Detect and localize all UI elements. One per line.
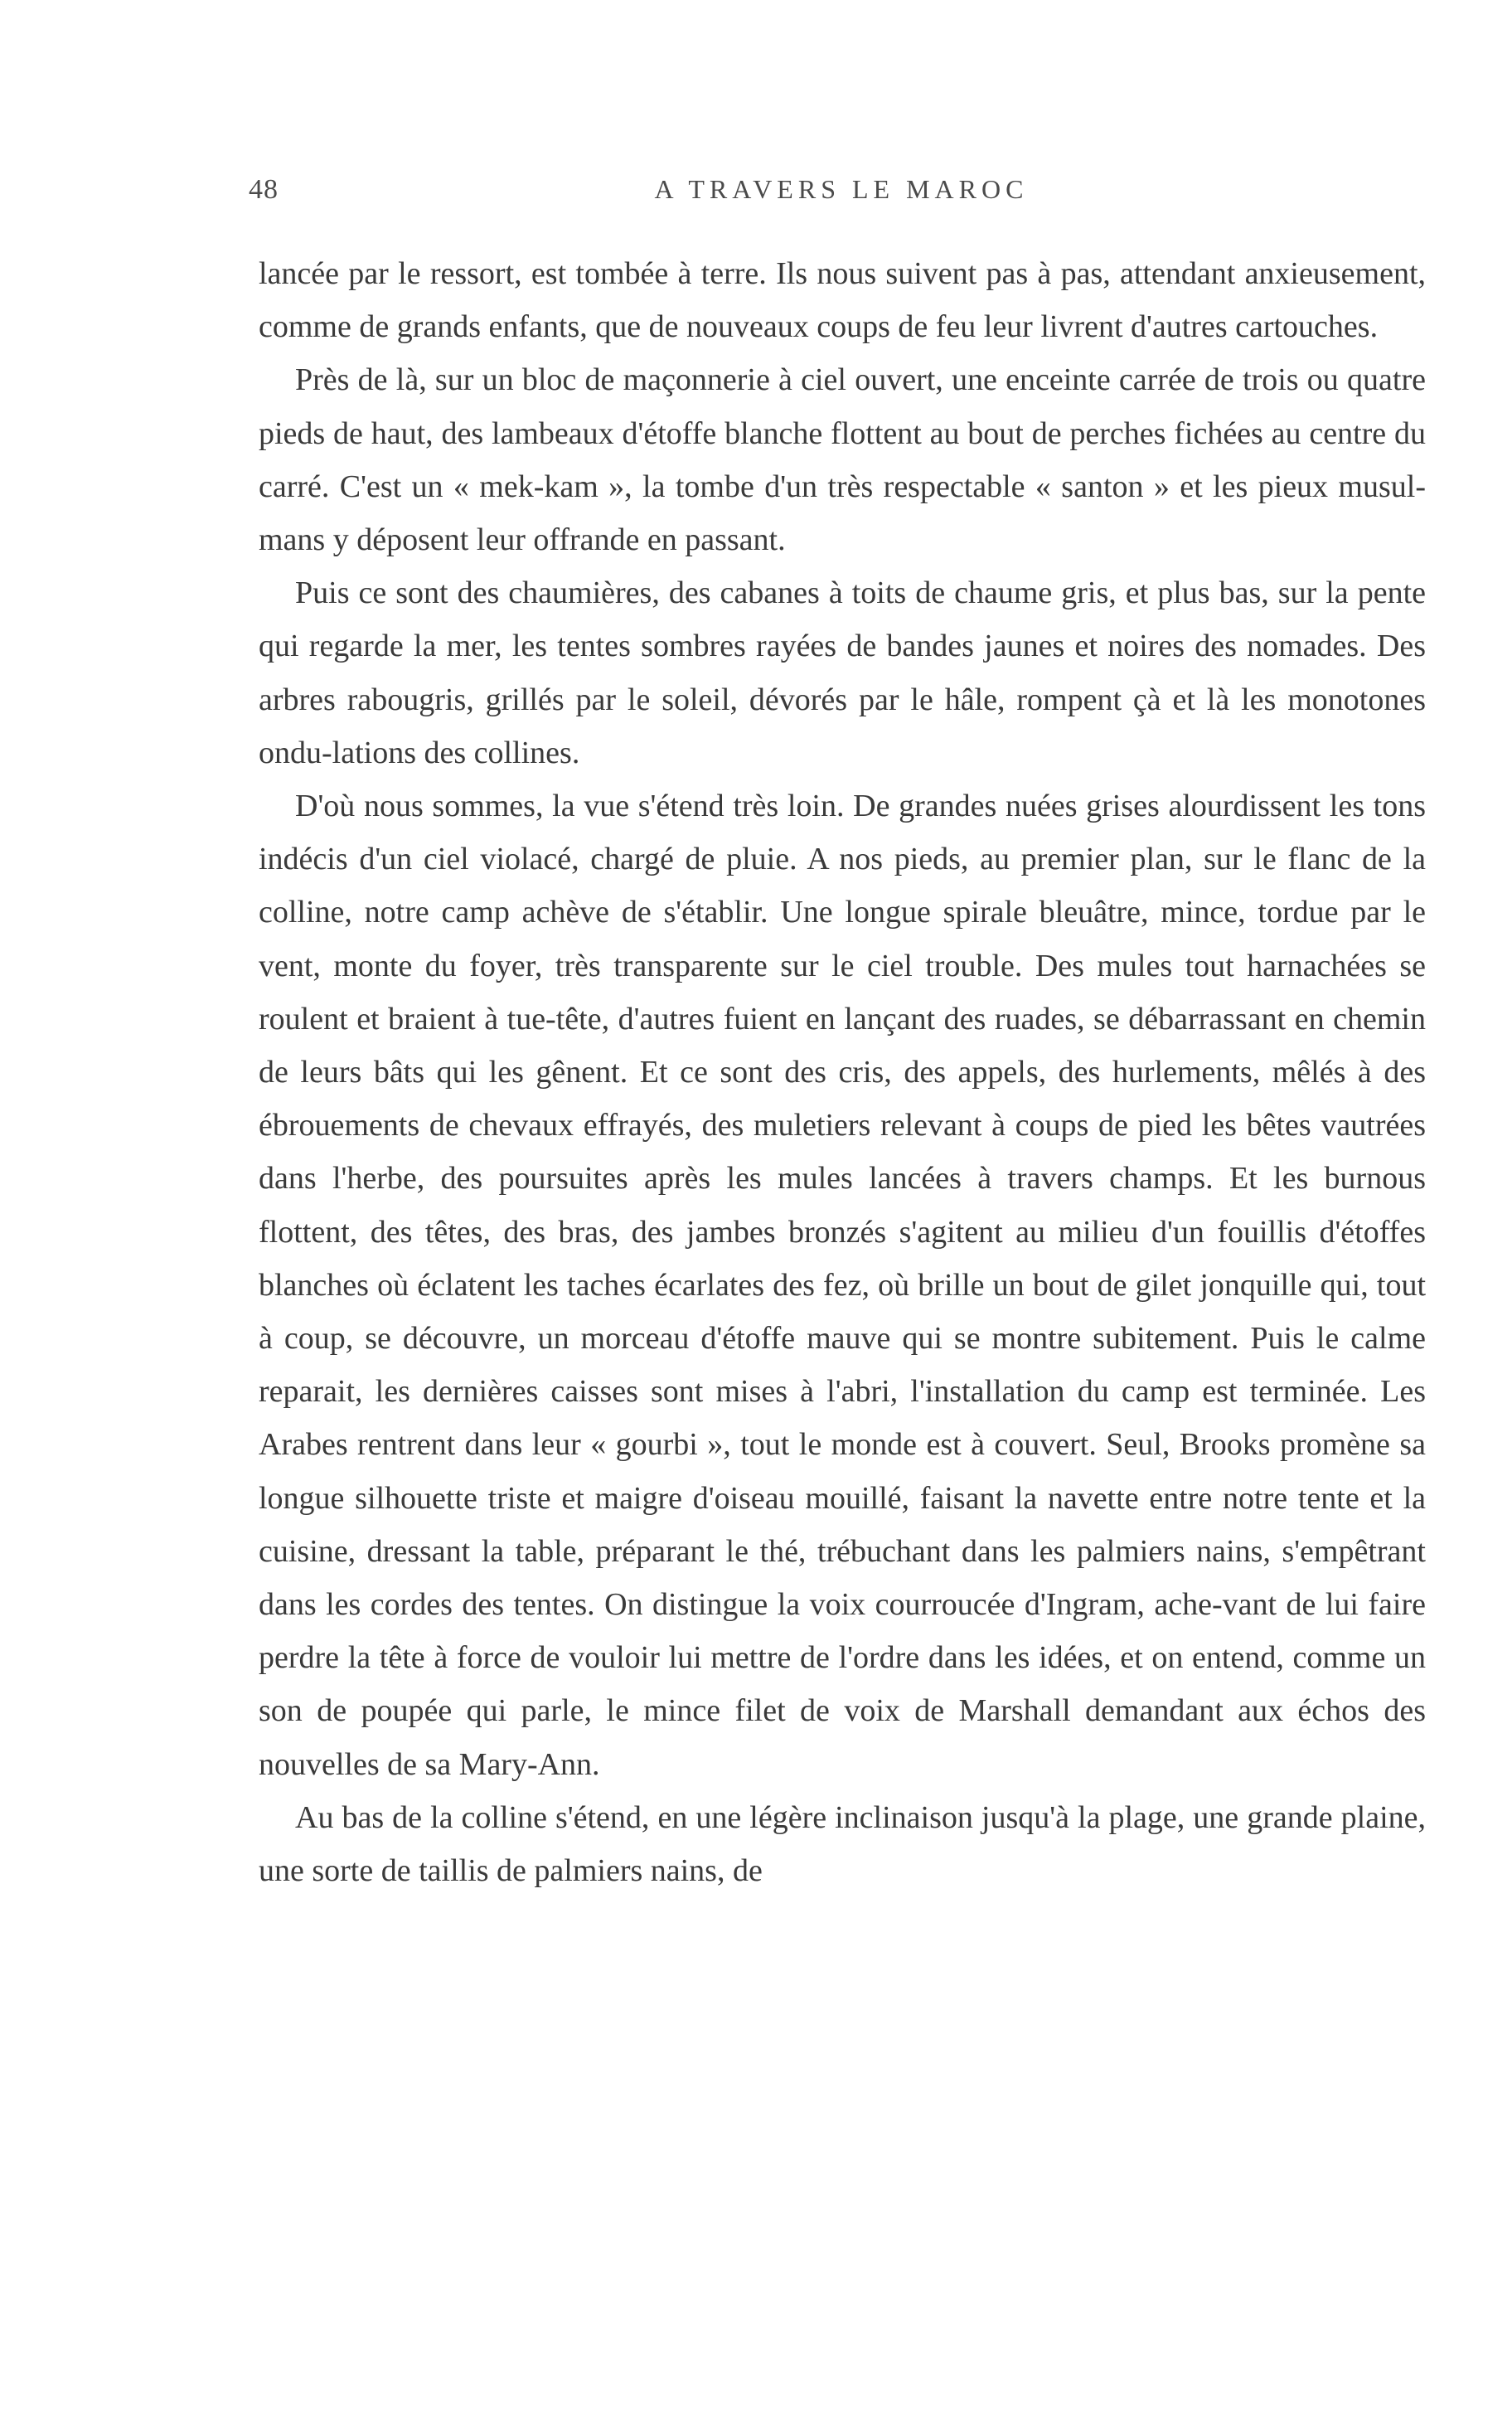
running-title: A TRAVERS LE MAROC — [654, 174, 1029, 204]
page-number: 48 — [249, 174, 279, 205]
body-text — [259, 247, 1426, 1897]
paragraph-mekkam: Près de là, sur un bloc de maçonnerie à ciel ouvert, une enceinte carrée de trois ou quatre pieds de haut, des lambeaux d'étoffe blanche flottent au bout de perches fichées au centre du carré. C'est un « mek-kam », la tombe d'un très respectable « santon » et les pieux musul-mans y déposent leur offrande en passant. — [259, 362, 1426, 558]
paragraph-camp: D'où nous sommes, la vue s'étend très loin. De grandes nuées grises alourdissent les tons indécis d'un ciel violacé, chargé de pluie. A nos pieds, au premier plan, sur le flanc de la colline, notre camp achève de s'établir. Une longue spirale bleuâtre, mince, tordue par le vent, monte du foyer, très transparente sur le ciel trouble. Des mules tout harnachées se roulent et braient à tue-tête, d'autres fuient en lançant des ruades, se débarrassant en chemin de leurs bâts qui les gênent. Et ce sont des cris, des appels, des hurlements, mêlés à des ébrouements de chevaux effrayés, des muletiers relevant à coups de pied les bêtes vautrées dans l'herbe, des poursuites après les mules lancées à travers champs. Et les burnous flottent, des têtes, des bras, des jambes bronzés s'agitent au milieu d'un fouillis d'étoffes blanches où éclatent les taches écarlates des fez, où brille un bout de gilet jonquille qui, tout à coup, se découvre, un morceau d'étoffe mauve qui se montre subitement. Puis le calme reparait, les dernières caisses sont mises à l'abri, l'installation du camp est terminée. Les Arabes rentrent dans leur « gourbi », tout le monde est à couvert. Seul, Brooks promène sa longue silhouette triste et maigre d'oiseau mouillé, faisant la navette entre notre tente et la cuisine, dressant la table, préparant le thé, trébuchant dans les palmiers nains, s'empêtrant dans les cordes des tentes. On distingue la voix courroucée d'Ingram, ache-vant de lui faire perdre la tête à force de vouloir lui mettre de l'ordre dans les idées, et on entend, comme un son de poupée qui parle, le mince filet de voix de Marshall demandant aux échos des nouvelles de sa Mary-Ann. — [259, 789, 1426, 1782]
paragraph-chaumieres: Puis ce sont des chaumières, des cabanes à toits de chaume gris, et plus bas, sur la pente qui regarde la mer, les tentes sombres rayées de bandes jaunes et noires des nomades. Des arbres rabougris, grillés par le soleil, dévorés par le hâle, rompent çà et là les monotones ondu-lations des collines. — [259, 575, 1426, 770]
paragraph-continued: lancée par le ressort, est tombée à terre. Ils nous suivent pas à pas, attendant anxieusement, comme de grands enfants, que de nouveaux coups de feu leur livrent d'autres cartouches. — [259, 256, 1426, 345]
running-head — [249, 174, 1434, 224]
paragraph-plaine: Au bas de la colline s'étend, en une légère inclinaison jusqu'à la plage, une grande plaine, une sorte de taillis de palmiers nains, de — [259, 1799, 1426, 1889]
